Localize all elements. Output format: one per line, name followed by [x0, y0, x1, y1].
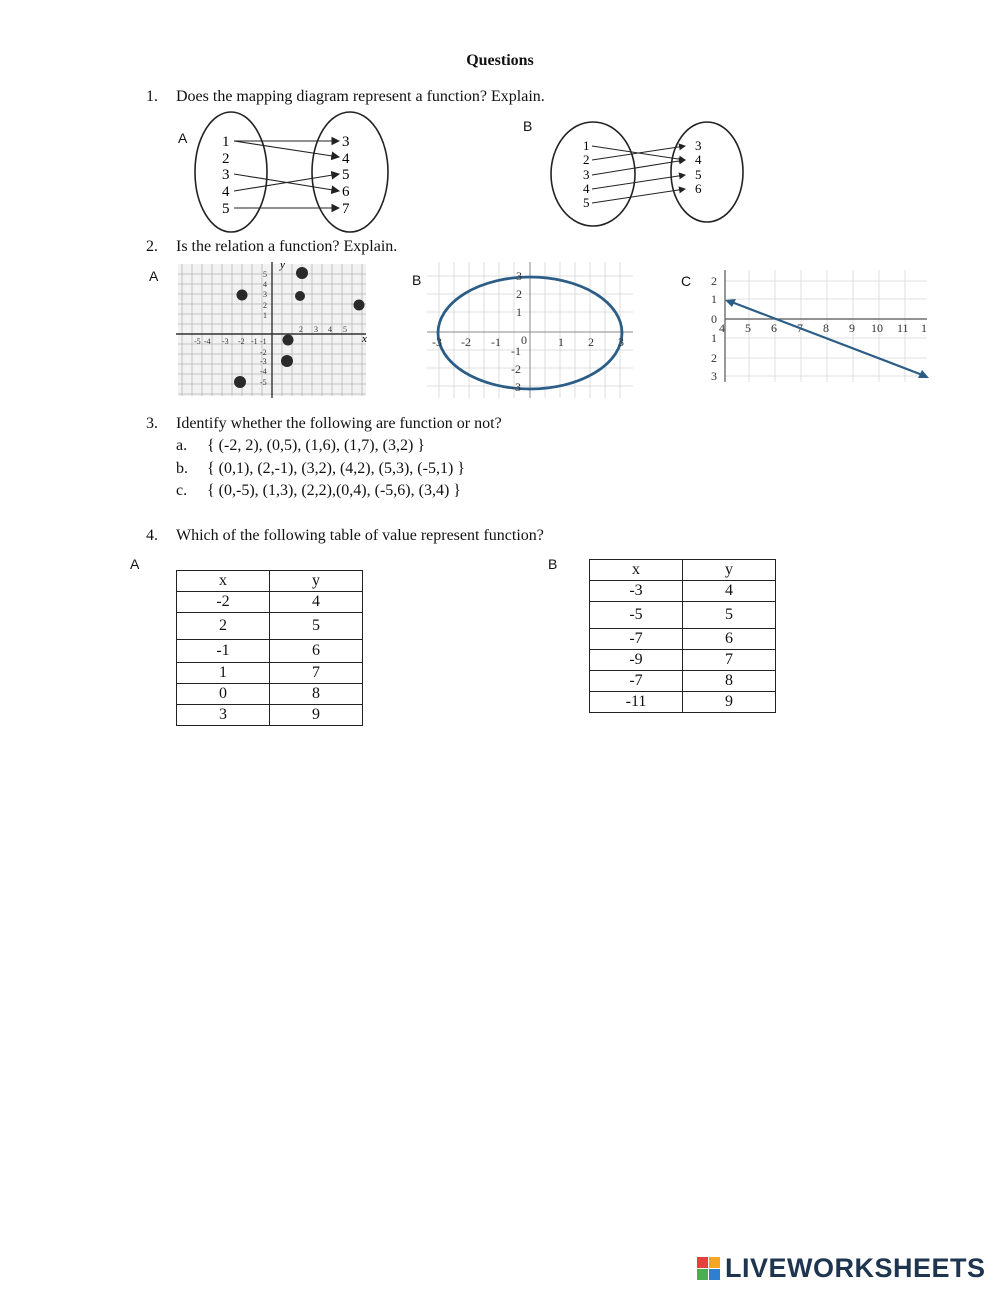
ga-yt-10: -5 — [260, 378, 267, 387]
question-2-number: 2. — [146, 238, 158, 255]
gb-xt-1: -3 — [432, 335, 442, 349]
table-a-header-x: x — [177, 571, 270, 592]
a-in-2: 2 — [222, 151, 230, 167]
b-in-3: 3 — [583, 167, 590, 182]
gc-xt-9: 1 — [921, 321, 927, 335]
gc-yt-5: 2 — [711, 351, 717, 365]
gc-xt-3: 6 — [771, 321, 777, 335]
b-in-2: 2 — [583, 152, 590, 167]
table-row: -5 5 — [590, 602, 776, 629]
ga-xt-5: -1 — [251, 337, 258, 346]
ga-point — [283, 335, 294, 346]
gb-xt-6: 2 — [588, 335, 594, 349]
a-in-1: 1 — [222, 134, 230, 150]
gb-yt-3: 1 — [516, 305, 522, 319]
q3-item-b-set: { (0,1), (2,-1), (3,2), (4,2), (5,3), (-5,1) } — [207, 460, 465, 477]
ga-yt-8: -3 — [260, 357, 267, 366]
table-row: -9 7 — [590, 650, 776, 671]
ga-xt-2: -4 — [204, 337, 211, 346]
question-3-number: 3. — [146, 415, 158, 432]
diagram-b-label: B — [523, 118, 533, 134]
gb-xt-3: -1 — [491, 335, 501, 349]
gb-yt-4: -1 — [511, 344, 521, 358]
ga-xt-8: 4 — [328, 325, 332, 334]
b-in-1: 1 — [583, 138, 590, 153]
table-row: -2 4 — [177, 592, 363, 613]
ga-point — [234, 376, 246, 388]
gb-xt-4: 0 — [521, 333, 527, 347]
table-b-header-x: x — [590, 560, 683, 581]
graph-a — [172, 260, 372, 400]
gb-yt-6: -3 — [511, 380, 521, 394]
ga-point — [295, 291, 305, 301]
mapping-diagram-a — [190, 110, 395, 235]
question-1-number: 1. — [146, 88, 158, 105]
graph-b — [425, 260, 635, 400]
table-row: -1 6 — [177, 640, 363, 663]
ga-point — [281, 355, 293, 367]
table-b-header-y: y — [683, 560, 776, 581]
table-b-label: B — [548, 556, 558, 572]
gc-xt-2: 5 — [745, 321, 751, 335]
a-in-4: 4 — [222, 184, 230, 200]
ga-yt-3: 3 — [263, 290, 267, 299]
q3-item-c-set: { (0,-5), (1,3), (2,2),(0,4), (-5,6), (3,4) } — [207, 482, 461, 499]
q3-item-a-letter: a. — [176, 437, 188, 454]
a-out-5: 5 — [342, 167, 350, 183]
graph-a-label: A — [149, 268, 159, 284]
ga-point — [237, 290, 248, 301]
graph-c — [705, 266, 930, 386]
table-row: -3 4 — [590, 581, 776, 602]
graph-b-label: B — [412, 272, 422, 288]
table-row: 3 9 — [177, 705, 363, 726]
table-row: 2 5 — [177, 613, 363, 640]
logo-square-green — [697, 1269, 708, 1280]
a-in-3: 3 — [222, 167, 230, 183]
b-out-3: 3 — [695, 138, 702, 153]
question-2-text: Is the relation a function? Explain. — [176, 238, 398, 255]
b-out-5: 5 — [695, 167, 702, 182]
logo-square-blue — [709, 1269, 720, 1280]
ga-point — [296, 267, 308, 279]
b-in-5: 5 — [583, 195, 590, 210]
ga-xt-1: -5 — [194, 337, 201, 346]
table-b — [589, 559, 776, 713]
gc-xt-7: 10 — [871, 321, 883, 335]
gb-yt-1: 3 — [516, 269, 522, 283]
gc-xt-1: 4 — [719, 321, 725, 335]
gb-yt-2: 2 — [516, 287, 522, 301]
table-a — [176, 570, 363, 726]
gb-xt-7: 3 — [618, 335, 624, 349]
a-out-6: 6 — [342, 184, 350, 200]
question-4-number: 4. — [146, 527, 158, 544]
ga-yt-6: -1 — [260, 337, 267, 346]
q3-item-a-set: { (-2, 2), (0,5), (1,6), (1,7), (3,2) } — [207, 437, 425, 454]
logo-square-red — [697, 1257, 708, 1268]
gb-xt-2: -2 — [461, 335, 471, 349]
ga-xt-3: -3 — [222, 337, 229, 346]
ga-yt-5: 1 — [263, 311, 267, 320]
ga-yt-7: -2 — [260, 348, 267, 357]
q3-item-c-letter: c. — [176, 482, 188, 499]
a-out-7: 7 — [342, 201, 350, 217]
ga-yt-1: 5 — [263, 270, 267, 279]
b-out-4: 4 — [695, 152, 702, 167]
liveworksheets-logo-icon — [697, 1257, 721, 1281]
ga-yt-2: 4 — [263, 280, 267, 289]
question-1-text: Does the mapping diagram represent a function? Explain. — [176, 88, 545, 105]
gb-yt-5: -2 — [511, 362, 521, 376]
ga-xt-6: 2 — [299, 325, 303, 334]
graph-c-label: C — [681, 273, 692, 289]
gc-xt-8: 11 — [897, 321, 909, 335]
table-a-header-y: y — [270, 571, 363, 592]
ga-yt-9: -4 — [260, 367, 267, 376]
gc-xt-5: 8 — [823, 321, 829, 335]
gc-yt-2: 1 — [711, 292, 717, 306]
liveworksheets-logo-text: LIVEWORKSHEETS — [725, 1253, 986, 1283]
table-row: -7 8 — [590, 671, 776, 692]
a-out-3: 3 — [342, 134, 350, 150]
question-3-text: Identify whether the following are function or not? — [176, 415, 502, 432]
b-out-6: 6 — [695, 181, 702, 196]
gc-yt-4: 1 — [711, 331, 717, 345]
logo-square-orange — [709, 1257, 720, 1268]
a-in-5: 5 — [222, 201, 230, 217]
ga-xt-7: 3 — [314, 325, 318, 334]
ga-xt-4: -2 — [238, 337, 245, 346]
table-a-label: A — [130, 556, 140, 572]
table-row: -11 9 — [590, 692, 776, 713]
question-4-text: Which of the following table of value represent function? — [176, 527, 544, 544]
diagram-a-label: A — [178, 130, 188, 146]
graph-a-y-label: y — [280, 260, 285, 271]
ga-xt-9: 5 — [343, 325, 347, 334]
q3-item-b-letter: b. — [176, 460, 188, 477]
table-row: -7 6 — [590, 629, 776, 650]
gc-yt-1: 2 — [711, 274, 717, 288]
gc-yt-6: 3 — [711, 369, 717, 383]
gb-xt-5: 1 — [558, 335, 564, 349]
gc-yt-3: 0 — [711, 312, 717, 326]
b-in-4: 4 — [583, 181, 590, 196]
gc-xt-6: 9 — [849, 321, 855, 335]
table-row: 0 8 — [177, 684, 363, 705]
a-out-4: 4 — [342, 151, 350, 167]
graph-a-x-label: x — [362, 333, 367, 345]
table-row: 1 7 — [177, 663, 363, 684]
mapping-diagram-b — [545, 118, 750, 228]
ga-yt-4: 2 — [263, 301, 267, 310]
ga-point — [354, 300, 365, 311]
page-title: Questions — [466, 52, 534, 69]
